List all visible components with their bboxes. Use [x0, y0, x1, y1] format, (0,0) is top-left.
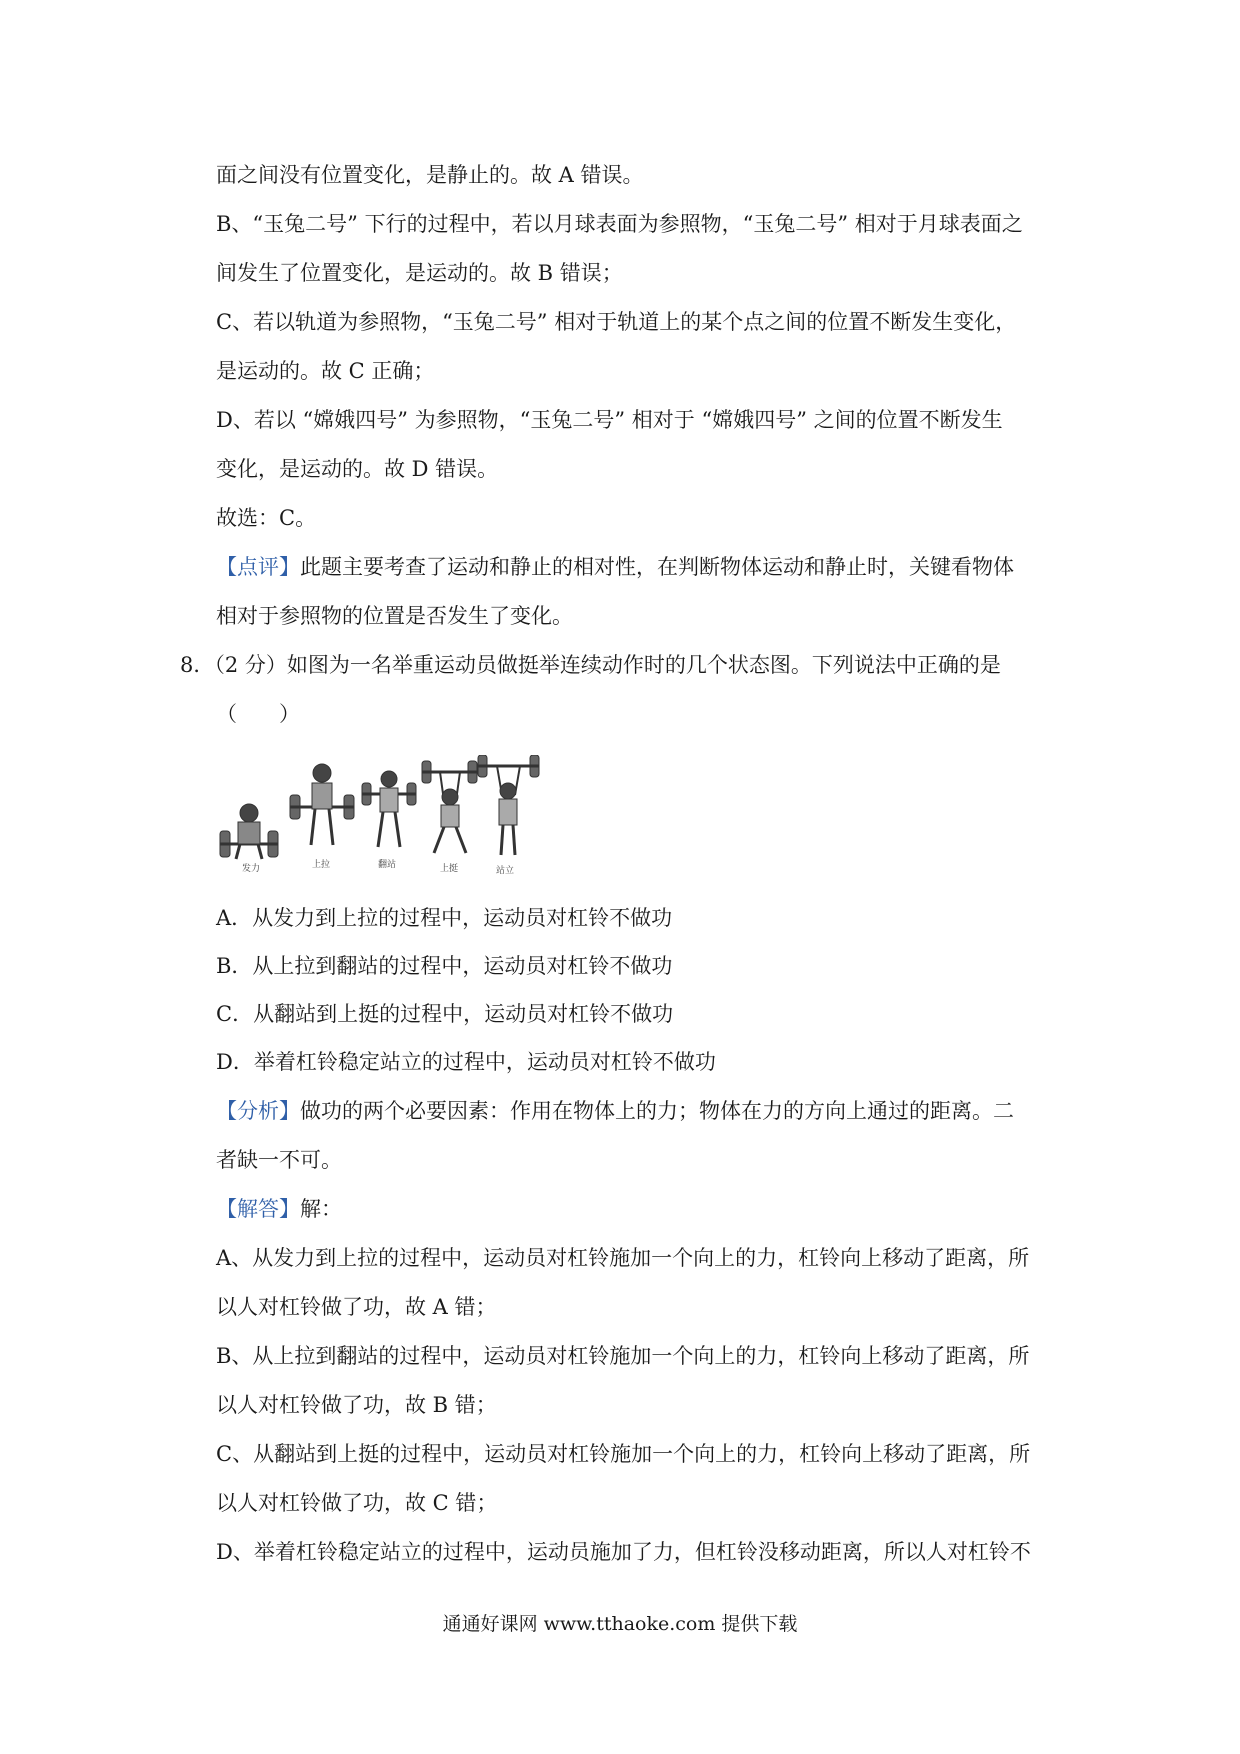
question-stem: [180, 650, 1060, 680]
lifter-stage-1: [220, 804, 278, 859]
figure-label: 翻站: [378, 860, 397, 870]
option-a: A．从发力到上拉的过程中，运动员对杠铃不做功: [216, 906, 673, 930]
answer-text: A、从发力到上拉的过程中，运动员对杠铃施加一个向上的力，杠铃向上移动了距离，所: [216, 1246, 1030, 1270]
question-blank: （ ）: [216, 702, 300, 726]
figure-label: 上拉: [312, 860, 331, 870]
lifter-stage-3: [362, 771, 416, 847]
figure-label: 发力: [242, 864, 261, 874]
comment-tag: 【点评】: [216, 555, 300, 579]
text-line: 故选：C。: [216, 506, 317, 530]
answer-text: 以人对杠铃做了功，故 A 错；: [216, 1295, 497, 1319]
weightlifting-figure: [212, 755, 552, 875]
text-line: 是运动的。故 C 正确；: [216, 359, 435, 383]
question-number: 8．: [180, 653, 215, 677]
text-line: 面之间没有位置变化，是静止的。故 A 错误。: [216, 163, 644, 187]
comment-text: 此题主要考查了运动和静止的相对性，在判断物体运动和静止时，关键看物体: [300, 555, 1014, 579]
analysis-tag: 【分析】: [216, 1099, 300, 1123]
option-b: B．从上拉到翻站的过程中，运动员对杠铃不做功: [216, 954, 673, 978]
answer-text: 以人对杠铃做了功，故 C 错；: [216, 1491, 498, 1515]
lifter-stage-5: [478, 755, 539, 855]
answer-line: [216, 1194, 1056, 1224]
lifter-stage-4: [422, 761, 477, 853]
answer-text: B、从上拉到翻站的过程中，运动员对杠铃施加一个向上的力，杠铃向上移动了距离，所: [216, 1344, 1030, 1368]
answer-text: D、举着杠铃稳定站立的过程中，运动员施加了力，但杠铃没移动距离，所以人对杠铃不: [216, 1540, 1031, 1564]
text-line: C、若以轨道为参照物，“玉兔二号” 相对于轨道上的某个点之间的位置不断发生变化，: [216, 310, 1017, 334]
text-line: 相对于参照物的位置是否发生了变化。: [216, 604, 573, 628]
answer-tag: 【解答】: [216, 1197, 300, 1221]
figure-label: 站立: [496, 866, 515, 875]
option-d: D．举着杠铃稳定站立的过程中，运动员对杠铃不做功: [216, 1050, 716, 1074]
lifter-stage-2: [290, 764, 354, 845]
question-stem-text: （2 分）如图为一名举重运动员做挺举连续动作时的几个状态图。下列说法中正确的是: [214, 653, 1001, 677]
analysis-line: [216, 1096, 1056, 1126]
text-line: 者缺一不可。: [216, 1148, 342, 1172]
text-line: B、“玉兔二号” 下行的过程中，若以月球表面为参照物，“玉兔二号” 相对于月球表面之: [216, 212, 1023, 236]
text-line: 间发生了位置变化，是运动的。故 B 错误；: [216, 261, 623, 285]
option-c: C．从翻站到上挺的过程中，运动员对杠铃不做功: [216, 1002, 674, 1026]
page-footer: 通通好课网 www.tthaoke.com 提供下载: [442, 1613, 798, 1635]
text-line: 变化，是运动的。故 D 错误。: [216, 457, 499, 481]
answer-text: 以人对杠铃做了功，故 B 错；: [216, 1393, 497, 1417]
answer-intro: 解：: [300, 1197, 342, 1221]
analysis-text: 做功的两个必要因素：作用在物体上的力；物体在力的方向上通过的距离。二: [300, 1099, 1014, 1123]
figure-label: 上挺: [440, 864, 459, 874]
text-line: D、若以 “嫦娥四号” 为参照物，“玉兔二号” 相对于 “嫦娥四号” 之间的位置不断发生: [216, 408, 1003, 432]
answer-text: C、从翻站到上挺的过程中，运动员对杠铃施加一个向上的力，杠铃向上移动了距离，所: [216, 1442, 1031, 1466]
comment-line: [216, 552, 1056, 582]
